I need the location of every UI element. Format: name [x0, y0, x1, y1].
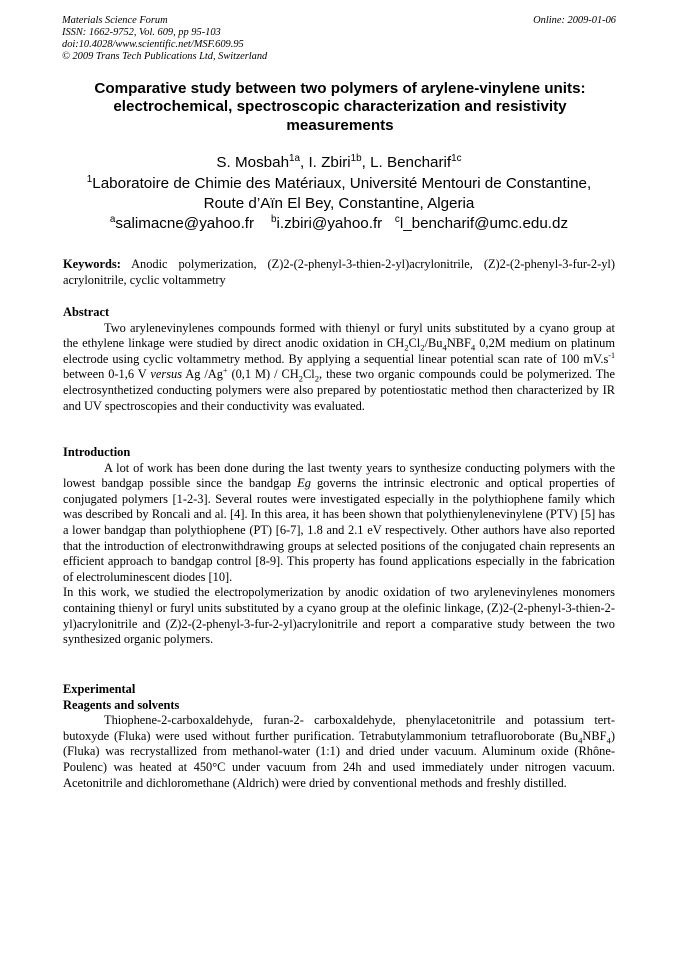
journal-doi: doi:10.4028/www.scientific.net/MSF.609.95 [62, 39, 244, 50]
affiliation-line-1: $^1$Laboratoire de Chimie des Matériaux, Université Mentouri de Constantine, [86, 173, 592, 192]
author-affil-sup: 1b [350, 152, 362, 164]
experimental-heading: Experimental [63, 682, 136, 696]
affiliation-sup: 1 [86, 173, 93, 185]
paper-title: Comparative study between two polymers of arylene-vinylene units: electrochemical, spectroscopic characterization and resistivity measurements [94, 80, 586, 134]
introduction-paragraph-2: In this work, we studied the electropolymerization by anodic oxidation of two arylenevinylenes monomers containing thienyl or furyl units substituted by a cyano group at the olefinic linkage, (Z)2-(2-phenyl-3-thien-2-yl)acrylonitrile and (Z)2-(2-phenyl-3-fur-2-yl)acrylonitrile and report a comparative study between the two synthesized organic polymers. [63, 585, 615, 647]
keywords-label: Keywords: [63, 257, 121, 271]
author-affil-sup: 1a [289, 152, 301, 164]
email-line [62, 214, 616, 234]
experimental-paragraph: Thiophene-2-carboxaldehyde, furan-2- carboxaldehyde, phenylacetonitrile and potassium tert-butoxyde (Fluka) were used without further purification. Tetrabutylammonium tetrafluoroborate $(Bu_4NBF_4)$ (Fluka) was recrystallized from methanol-water (1:1) and dried under vacuum. Aluminum oxide (Rhône-Poulenc) was heated at 450°C under vacuum from 24h and used immediately under nitrogen vacuum. Acetonitrile and dichloromethane (Aldrich) were dried by conventional methods and freshly distilled. [63, 713, 615, 790]
abstract-text: Two arylenevinylenes compounds formed with thienyl or furyl units substituted by a cyano group at the ethylene linkage were studied by direct anodic oxidation in $CH_2Cl_2/Bu_4NBF_4$ 0,2M medium on platinum electrode using cyclic voltammetry method. By applying a sequential linear potential scan rate of 100 $mV.s^{-1}$ between 0-1,6 V versus Ag /Ag+ (0,1 $M) / CH_2Cl_2$, these two organic compounds could be polymerized. The electrosynthetized conducting polymers were also prepared by potentiostatic method then characterized by IR and UV spectroscopies and their conductivity was evaluated. [63, 320, 615, 413]
abstract-section [63, 305, 615, 414]
introduction-paragraph-1: A lot of work has been done during the last twenty years to synthesize conducting polymers with the lowest bandgap possible since the bandgap Eg governs the intrinsic electronic and optical properties of conjugated polymers [1-2-3]. Several routes were investigated especially in the polythiophene family which was described by Roncali and al. [4]. In this area, it has been shown that polythienylenevinylene (PTV) [5] has a lower bandgap than polythiophene (PT) [6-7], 1.8 and 2.1 eV respectively. Other authors have also reported that the introduction of electronwithdrawing groups at selected positions of the conjugated chain represents an efficient approach to bandgap control [8-9]. This property has found applications especially in the fabrication of electroluminescent diodes [10]. [63, 460, 615, 584]
affiliation-line-2: Route d’Aïn El Bey, Constantine, Algeria [203, 195, 475, 212]
journal-copyright: © 2009 Trans Tech Publications Ltd, Switzerland [62, 51, 268, 62]
author-affil-sup: 1c [451, 152, 462, 164]
keywords-text: Anodic polymerization, (Z)2-(2-phenyl-3-thien-2-yl)acrylonitrile, (Z)2-(2-phenyl-3-fur-2-yl) acrylonitrile, cyclic voltammetry [63, 257, 615, 287]
author-name: , L. Bencharif [361, 154, 452, 171]
author-name: , I. Zbiri [300, 154, 351, 171]
journal-name: Materials Science Forum [62, 15, 168, 26]
email-sup: a [109, 213, 116, 225]
author-name: S. Mosbah [216, 154, 290, 171]
author-list [62, 153, 616, 174]
abstract-heading: Abstract [63, 305, 110, 319]
keywords [63, 257, 615, 288]
reagents-subheading: Reagents and solvents [63, 697, 180, 712]
email-link[interactable]: i.zbiri@yahoo.fr [276, 215, 383, 232]
email-link[interactable]: l_bencharif@umc.edu.dz [399, 215, 569, 232]
experimental-section [63, 682, 615, 791]
introduction-section [63, 445, 615, 648]
introduction-heading: Introduction [63, 445, 131, 459]
email-link[interactable]: salimacne@yahoo.fr [115, 215, 255, 232]
journal-header [62, 15, 616, 63]
author-block [62, 153, 616, 215]
email-sup: c [394, 213, 400, 225]
online-date: Online: 2009-01-06 [533, 15, 616, 26]
email-sup: b [270, 213, 277, 225]
journal-issn: ISSN: 1662-9752, Vol. 609, pp 95-103 [62, 27, 221, 38]
